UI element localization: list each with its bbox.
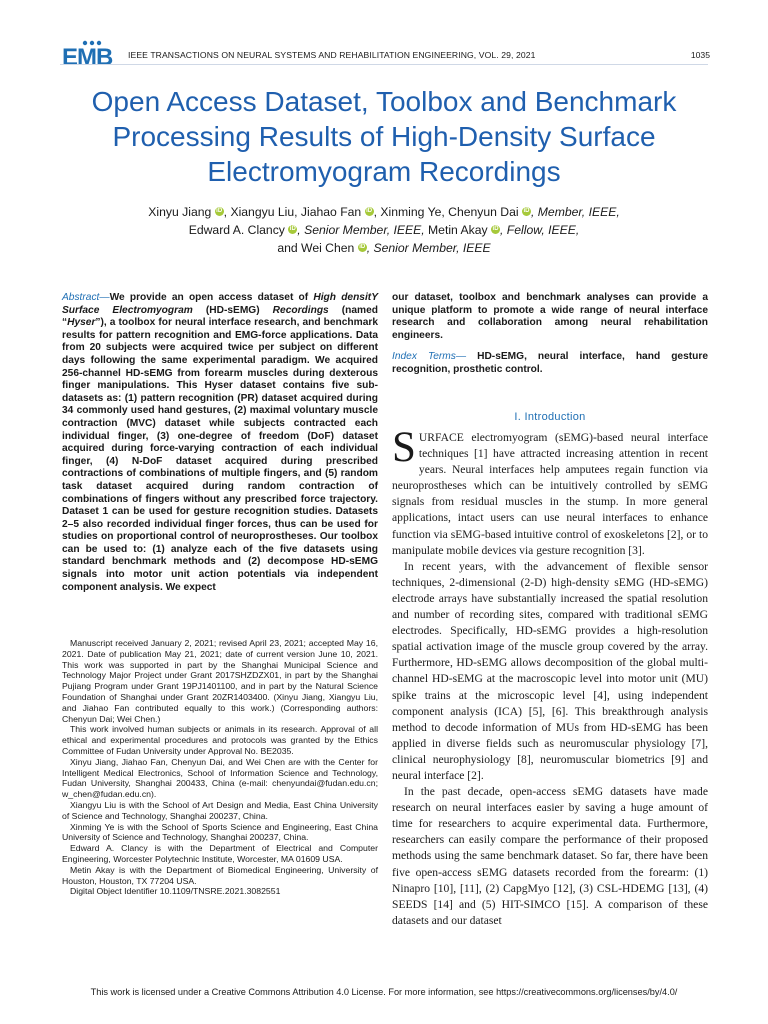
orcid-icon[interactable]: iD: [289, 226, 296, 232]
author-role: , Senior Member, IEEE: [366, 241, 491, 255]
orcid-icon[interactable]: iD: [216, 208, 223, 214]
author-name: and Wei Chen: [277, 241, 355, 255]
index-terms-lead: Index Terms—: [392, 351, 467, 362]
paragraph: [392, 424, 708, 559]
abstract-emphasis: High densitY Surface Electromyogram: [62, 292, 378, 316]
footnote: Metin Akay is with the Department of Biomedical Engineering, University of Houston, Houston, TX 77204 USA.: [62, 864, 378, 886]
page-number: 1035: [690, 50, 710, 60]
index-terms: [392, 351, 708, 376]
index-terms-text: HD-sEMG, neural interface, hand gesture recognition, prosthetic control.: [392, 351, 708, 375]
orcid-icon[interactable]: iD: [523, 208, 530, 214]
author-role: , Fellow, IEEE,: [500, 223, 580, 237]
footnote-doi: Digital Object Identifier 10.1109/TNSRE.2021.3082551: [70, 886, 281, 897]
paragraph: In recent years, with the advancement of flexible sensor techniques, 2-dimensional (2-D) high-density sEMG (HD-sEMG) electrode arrays have substantially increased the spatial resolution and number of recording sites, compared with traditional sEMG electrodes. Specifically, HD-sEMG provides a high-resolution spatial activation image of the muscle group covered by the array. Furthermore, HD-sEMG allows decomposition of the global multi-channel HD-sEMG at the macroscopic level into motor unit (MU) spike trains at the microscopic level [4], using independent component analysis (ICA) [5], [6]. This breakthrough analysis method to decode information of MUs from HD-sEMG has been applied in diverse fields such as neuromuscular physiology [7], clinical neurophysiology [8], neuromuscular biometrics [9] and neural interface [2].: [392, 559, 708, 782]
abstract-emphasis: Recordings: [272, 304, 329, 316]
header-rule: [60, 64, 708, 65]
author-name: Xinyu Jiang: [148, 205, 212, 219]
author-name: Metin Akay: [424, 223, 488, 237]
abstract-text: We provide an open access dataset of: [109, 292, 314, 303]
abstract-text: (HD-sEMG): [192, 304, 273, 316]
abstract-continued: our dataset, toolbox and benchmark analyses can provide a unique platform to promote a wide range of neural interface research and collaboration among neural rehabilitation engineers.: [392, 292, 708, 341]
paragraph-text: URFACE electromyogram (sEMG)-based neural interface techniques [1] have attracted increasing attention in recent years. Neural interfaces help amputees regain function via neuroprostheses which can be intuitively controlled by sEMG signals from residual muscles in the stump. In more general applications, intact users can use neural interfaces to enhance function via sEMG-based intuitive control of exoskeletons [2], or to manipulate mobile devices via gesture recognition [3].: [392, 431, 708, 557]
author-list: [40, 203, 728, 257]
footnote: Xinming Ye is with the School of Sports Science and Engineering, East China University of Science and Technology, Shanghai 200237, China.: [62, 821, 378, 843]
author-name: , Xiangyu Liu, Jiahao Fan: [223, 205, 362, 219]
author-role: , Senior Member, IEEE,: [297, 223, 425, 237]
footnote: Xinyu Jiang, Jiahao Fan, Chenyun Dai, and Wei Chen are with the Center for Intelligent Medical Electronics, School of Information Science and Technology, Fudan University, Shanghai 200433, China (e-mail: chenyundai@fudan.edu.cn; w_chen@fudan.edu.cn).: [62, 756, 378, 800]
abstract-lead: Abstract—: [62, 292, 110, 303]
abstract-text: (named “: [62, 304, 378, 329]
drop-cap: S: [392, 424, 416, 471]
section-heading: I. Introduction: [514, 411, 586, 423]
author-name: , Xinming Ye, Chenyun Dai: [373, 205, 519, 219]
orcid-icon[interactable]: iD: [366, 208, 373, 214]
paragraph: In the past decade, open-access sEMG datasets have made research on neural interfaces easier by saving a huge amount of time for researchers to acquire experimental data. Furthermore, researchers can easily compare the performance of their proposed methods using the same benchmark dataset. So far, there have been five open-access sEMG datasets recorded from the forearm: (1) Ninapro [10], [11], (2) CapgMyo [12], (3) CSL-HDEMG [13], (4) SEEDS [14] and (5) HIT-SIMCO [15]. A comparison of these datasets and our dataset: [392, 785, 708, 927]
footnote: This work involved human subjects or animals in its research. Approval of all ethical and experimental procedures and protocols was granted by the Ethics Committee of Fudan University under Approval No. BE2035.: [62, 724, 378, 756]
introduction-body: [392, 424, 708, 929]
orcid-icon[interactable]: iD: [492, 226, 499, 232]
author-role: , Member, IEEE,: [531, 205, 620, 219]
footnote: Xiangyu Liu is with the School of Art Design and Media, East China University of Science and Technology, Shanghai 200237, China.: [62, 799, 378, 821]
footnotes: [62, 638, 378, 897]
abstract-emphasis: Hyser: [67, 317, 96, 329]
author-name: Edward A. Clancy: [188, 223, 285, 237]
journal-header: IEEE TRANSACTIONS ON NEURAL SYSTEMS AND REHABILITATION ENGINEERING, VOL. 29, 2021: [128, 50, 536, 60]
orcid-icon[interactable]: iD: [359, 244, 366, 250]
paper-title: Open Access Dataset, Toolbox and Benchmark Processing Results of High-Density Surface Electromyogram Recordings: [91, 86, 677, 187]
abstract: [62, 292, 378, 594]
emb-logo: [60, 40, 120, 74]
footnote: Manuscript received January 2, 2021; revised April 23, 2021; accepted May 16, 2021. Date of publication May 21, 2021; date of current version June 10, 2021. This work was supported in part by the Shanghai Municipal Science and Technology Major Project under Grant 2017SHZDZX01, in part by the Shanghai Pujiang Program under Grant 19PJ1401100, and in part by the Natural Science Foundation of Shanghai under Grant 20ZR1403400. (Xinyu Jiang, Xiangyu Liu, and Jiahao Fan contributed equally to this work.) (Corresponding authors: Chenyun Dai; Wei Chen.): [62, 638, 378, 724]
license-notice: This work is licensed under a Creative Commons Attribution 4.0 License. For more information, see https://creativecommons.org/licenses/by/4.0/: [90, 987, 678, 997]
logo-text: EMB: [62, 44, 113, 71]
footnote: Edward A. Clancy is with the Department of Electrical and Computer Engineering, Worcester Polytechnic Institute, Worcester, MA 01609 USA.: [62, 843, 378, 864]
abstract-text: ”), a toolbox for neural interface research, and benchmark results for pattern recognition and EMG-force applications. Data from 20 subjects were acquired twice per subject on different days following the same experimental paradigm. We acquired 256-channel HD-sEMG from forearm muscles during dexterous finger manipulations. This Hyser dataset contains five sub-datasets as: (1) pattern recognition (PR) dataset acquired during 34 commonly used hand gestures, (2) maximal voluntary muscle contraction (MVC) dataset while subjects contracted each individual finger, (3) one-degree of freedom (DoF) dataset acquired during force-varying contraction of each individual finger, (4) N-DoF dataset acquired during prescribed contractions of combinations of multiple fingers, and (5) random task dataset acquired during random contraction of combinations of fingers without any prescribed force trajectory. Dataset 1 can be used for gesture recognition studies. Datasets 2–5 also recorded individual finger forces, thus can be used for studies on proportional control of neuroprostheses. Our toolbox can be used to: (1) analyze each of the five datasets using standard benchmark methods and (2) decompose HD-sEMG signals into motor unit action potentials via independent component analysis. We expect: [62, 317, 378, 593]
